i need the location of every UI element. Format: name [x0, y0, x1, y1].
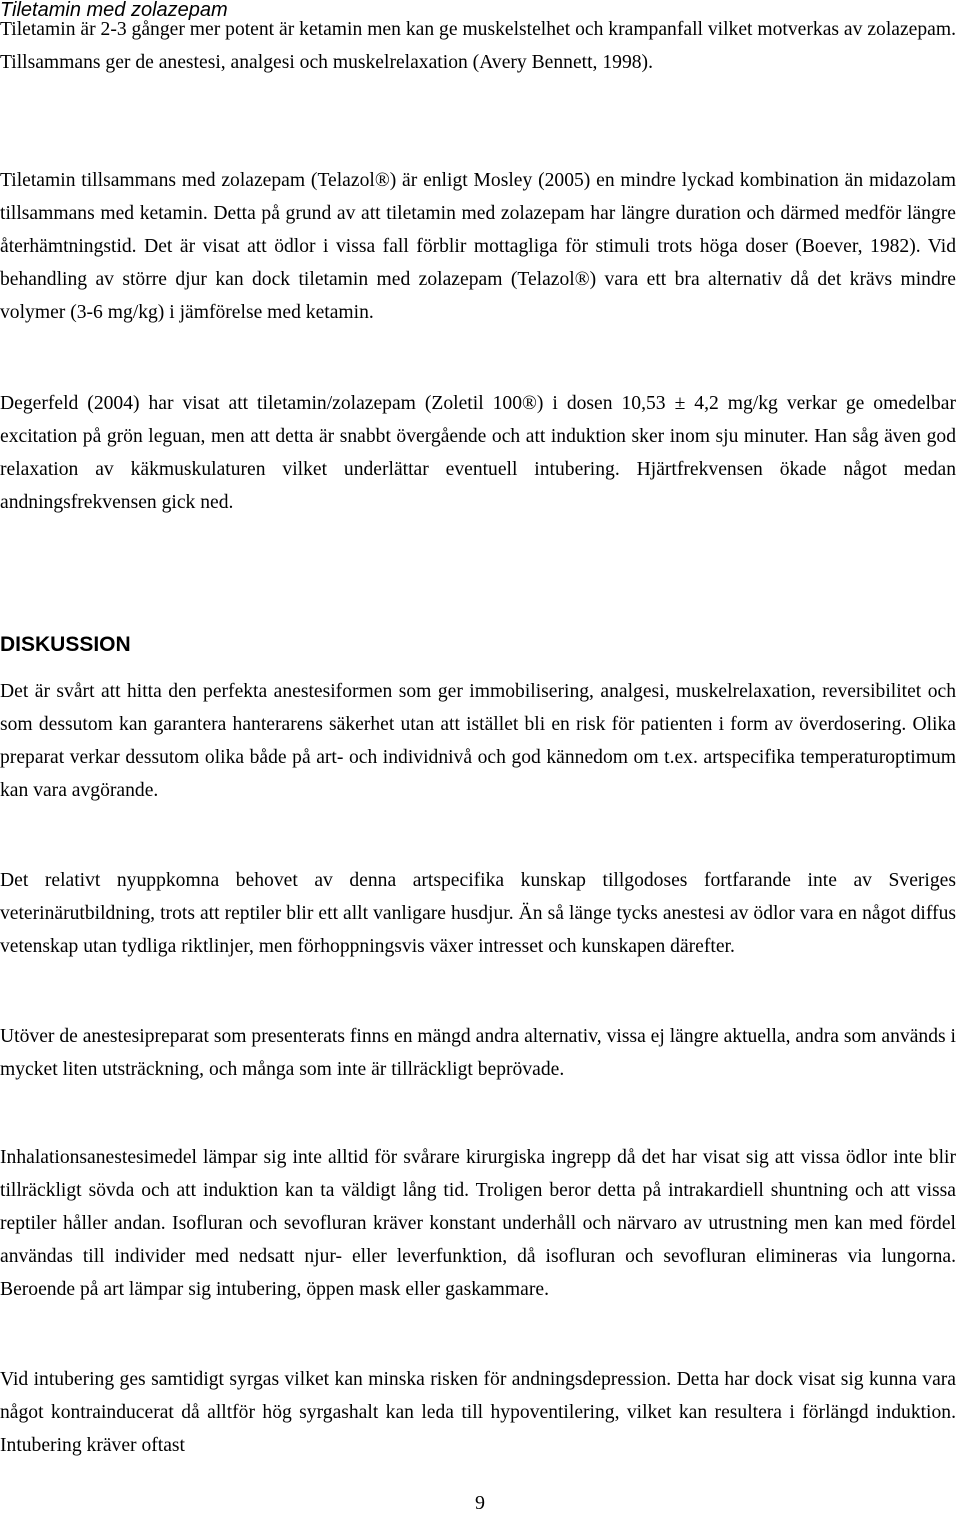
discussion-paragraph-4: Inhalationsanestesimedel lämpar sig inte alltid för svårare kirurgiska ingrepp då det har visat sig att vissa ödlor inte blir tillräckligt sövda och att induktion kan ta väldigt lång tid. Troligen beror detta på intrakardiell shuntning och att vissa reptiler håller andan. Isofluran och sevofluran kräver konstant underhåll och närvaro av utrustning men kan med fördel användas till individer med nedsatt njur- eller leverfunktion, då isofluran och sevofluran elimineras via lungorna. Beroende på art lämpar sig intubering, öppen mask eller gaskammare. — [0, 1147, 956, 1300]
discussion-heading: DISKUSSION — [0, 633, 131, 656]
discussion-paragraph-3: Utöver de anestesipreparat som presenterats finns en mängd andra alternativ, vissa ej längre aktuella, andra som används i mycket liten utsträckning, och många som inte är tillräckligt beprövade. — [0, 1026, 956, 1080]
discussion-paragraph-1: Det är svårt att hitta den perfekta anestesiformen som ger immobilisering, analgesi, muskelrelaxation, reversibilitet och som dessutom kan garantera hanterarens säkerhet utan att istället bli en risk för patienten i form av överdosering. Olika preparat verkar dessutom olika både på art- och individnivå och god kännedom om t.ex. artspecifika temperaturoptimum kan vara avgörande. — [0, 681, 956, 801]
page-number: 9 — [475, 1492, 485, 1514]
paragraph-tiletamin-potency: Tiletamin är 2-3 gånger mer potent är ketamin men kan ge muskelstelhet och krampanfall vilket motverkas av zolazepam. Tillsammans ger de anestesi, analgesi och muskelrelaxation (Avery Bennett, 1998). — [0, 19, 956, 73]
discussion-paragraph-5: Vid intubering ges samtidigt syrgas vilket kan minska risken för andningsdepression. Detta har dock visat sig kunna vara något kontrainducerat då alltför hög syrgashalt kan leda till hypoventilering, vilket kan resultera i förlängd induktion. Intubering kräver oftast — [0, 1369, 956, 1456]
paragraph-telazol-comparison: Tiletamin tillsammans med zolazepam (Telazol®) är enligt Mosley (2005) en mindre lyckad kombination än midazolam tillsammans med ketamin. Detta på grund av att tiletamin med zolazepam har längre duration och därmed medför längre återhämtningstid. Det är visat att ödlor i vissa fall förblir mottagliga för stimuli trots höga doser (Boever, 1982). Vid behandling av större djur kan dock tiletamin med zolazepam (Telazol®) vara ett bra alternativ då det krävs mindre volymer (3-6 mg/kg) i jämförelse med ketamin. — [0, 170, 956, 323]
section-subheading: Tiletamin med zolazepam — [0, 0, 228, 21]
discussion-paragraph-2: Det relativt nyuppkomna behovet av denna artspecifika kunskap tillgodoses fortfarande inte av Sveriges veterinärutbildning, trots att reptiler blir ett allt vanligare husdjur. Än så länge tycks anestesi av ödlor vara en något diffus vetenskap utan tydliga riktlinjer, men förhoppningsvis växer intresset och kunskapen därefter. — [0, 870, 956, 957]
paragraph-degerfeld-study: Degerfeld (2004) har visat att tiletamin/zolazepam (Zoletil 100®) i dosen 10,53 ± 4,2 mg/kg verkar ge omedelbar excitation på grön leguan, men att detta är snabbt övergående och att induktion sker inom sju minuter. Han såg även god relaxation av käkmuskulaturen vilket underlättar eventuell intubering. Hjärtfrekvensen ökade något medan andningsfrekvensen gick ned. — [0, 393, 956, 513]
